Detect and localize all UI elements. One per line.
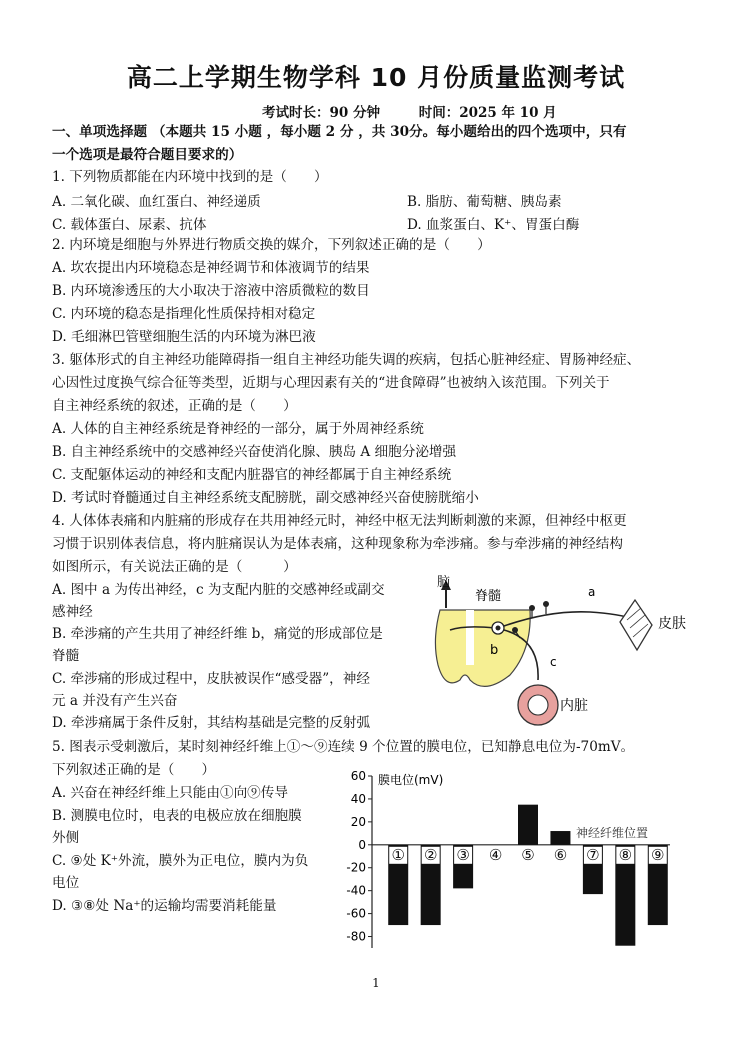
label-c: c [550,655,557,669]
q2-stem: 2. 内环境是细胞与外界进行物质交换的媒介，下列叙述正确的是（ ） [52,237,491,253]
chart-category [487,846,505,864]
q1-stem: 1. 下列物质都能在内环境中找到的是（ ） [52,169,328,185]
q5-stem-1: 5. 图表示受刺激后，某时刻神经纤维上①～⑨连续 9 个位置的膜电位，已知静息电位为-70mV。 [52,739,635,755]
q3-stem-3: 自主神经系统的叙述，正确的是（ ） [52,398,297,414]
chart-category-label: ② [423,845,438,864]
q1-option-d: D. 血浆蛋白、K⁺、胃蛋白酶 [407,217,580,233]
q4-option-c-line-2: 元 a 并没有产生兴奋 [52,693,178,709]
q5-option-b [52,805,352,849]
chart-xlabel: 神经纤维位置 [576,826,649,840]
chart-category [584,846,602,864]
q4-option-a-line-1: A. 图中 a 为传出神经，c 为支配内脏的交感神经或副交 [52,582,385,598]
section-heading-2: 一个选项是最符合题目要求的） [52,147,243,163]
chart-y-tick-label: -20 [346,860,366,875]
label-a: a [588,585,596,599]
organ-label: 内脏 [560,698,588,714]
q4-option-b-line-1: B. 牵涉痛的产生共用了神经纤维 b，痛觉的形成部位是 [52,626,383,642]
referred-pain-diagram [420,570,710,740]
q4-option-b-line-2: 脊髓 [52,648,80,664]
q4-option-a [52,579,422,623]
q4-stem-1: 4. 人体体表痛和内脏痛的形成存在共用神经元时，神经中枢无法判断刺激的来源，但神经中枢更 [52,513,627,529]
chart-category-label: ① [391,845,405,864]
q4-option-d: D. 牵涉痛属于条件反射，其结构基础是完整的反射弧 [52,715,371,731]
chart-bar [550,831,570,845]
q3-stem-2: 心因性过度换气综合征等类型，近期与心理因素有关的“进食障碍”也被纳入该范围。下列关于 [52,375,610,391]
q4-option-c-line-1: C. 牵涉痛的形成过程中，皮肤被误作“感受器”，神经 [52,671,370,687]
q3-option-c: C. 支配躯体运动的神经和支配内脏器官的神经都属于自主神经系统 [52,467,452,483]
chart-category-label: ⑤ [521,845,535,864]
chart-y-tick-label: 0 [358,837,366,852]
chart-bar [518,805,538,845]
chart-y-tick-label: -60 [346,906,366,921]
q4-option-a-line-2: 感神经 [52,604,93,620]
q3-option-b: B. 自主神经系统中的交感神经兴奋使消化腺、胰岛 A 细胞分泌增强 [52,444,457,460]
q5-stem-2: 下列叙述正确的是（ ） [52,762,216,778]
chart-category [454,846,472,864]
q5-option-c-line-2: 电位 [52,875,80,891]
exam-time: 时间：2025 年 10 月 [418,105,557,121]
exam-duration: 考试时长：90 分钟 [262,105,380,121]
spinal-cord-label: 脊髓 [475,589,502,604]
chart-category-label: ④ [488,845,503,864]
skin-label: 皮肤 [658,616,686,632]
section-heading-1: 一、单项选择题 （本题共 15 小题 ，每小题 2 分 ，共 30分。每小题给出的四个选项中，只有 [52,124,627,140]
chart-category [649,846,667,864]
q4-stem-3: 如图所示，有关说法正确的是（ ） [52,559,297,575]
chart-y-tick-label: -80 [346,929,366,944]
chart-category [551,846,569,864]
chart-y-tick-label: -40 [346,883,366,898]
q5-option-d: D. ③⑧处 Na⁺的运输均需要消耗能量 [52,898,277,914]
q1-option-c: C. 载体蛋白、尿素、抗体 [52,217,207,233]
q5-option-b-line-1: B. 测膜电位时，电表的电极应放在细胞膜 [52,808,302,824]
q5-option-b-line-2: 外侧 [52,830,80,846]
chart-category [422,846,440,864]
q4-option-b [52,623,422,667]
chart-category [519,846,537,864]
chart-category-label: ⑧ [618,845,633,864]
chart-y-tick-label: 60 [350,769,366,783]
chart-y-tick-label: 20 [350,814,366,829]
q2-option-d: D. 毛细淋巴管壁细胞生活的内环境为淋巴液 [52,329,316,345]
q3-option-d: D. 考试时脊髓通过自主神经系统支配膀胱，副交感神经兴奋使膀胱缩小 [52,490,479,506]
q1-option-b: B. 脂肪、葡萄糖、胰岛素 [407,194,562,210]
q3-option-a: A. 人体的自主神经系统是脊神经的一部分，属于外周神经系统 [52,421,424,437]
chart-category [389,846,407,864]
q3-stem-1: 3. 躯体形式的自主神经功能障碍指一组自主神经功能失调的疾病，包括心脏神经症、胃肠神经症、 [52,352,641,368]
label-b: b [490,643,499,658]
chart-category-label: ③ [456,845,470,864]
chart-ylabel: 膜电位(mV) [378,773,444,787]
q1-option-a: A. 二氧化碳、血红蛋白、神经递质 [52,194,261,210]
q4-option-c [52,668,422,712]
q5-option-c-line-1: C. ⑨处 K⁺外流，膜外为正电位，膜内为负 [52,853,309,869]
chart-category [616,846,634,864]
chart-category-label: ⑥ [553,845,568,864]
q2-option-a: A. 坎农提出内环境稳态是神经调节和体液调节的结果 [52,260,370,276]
q5-option-c [52,850,352,894]
chart-y-tick-label: 40 [350,791,366,806]
q2-option-c: C. 内环境的稳态是指理化性质保持相对稳定 [52,306,316,322]
q4-stem-2: 习惯于识别体表信息，将内脏痛误认为是体表痛，这种现象称为牵涉痛。参与牵涉痛的神经结构 [52,536,623,552]
exam-meta [262,101,591,121]
membrane-potential-chart [340,768,680,958]
chart-category-label: ⑦ [586,845,600,864]
page-number: 1 [372,976,380,990]
exam-title: 高二上学期生物学科 10 月份质量监测考试 [126,63,626,92]
chart-category-label: ⑨ [651,845,665,864]
q2-option-b: B. 内环境渗透压的大小取决于溶液中溶质微粒的数目 [52,283,370,299]
brain-label: 脑 [437,575,451,590]
q5-option-a: A. 兴奋在神经纤维上只能由①向⑨传导 [52,785,288,801]
